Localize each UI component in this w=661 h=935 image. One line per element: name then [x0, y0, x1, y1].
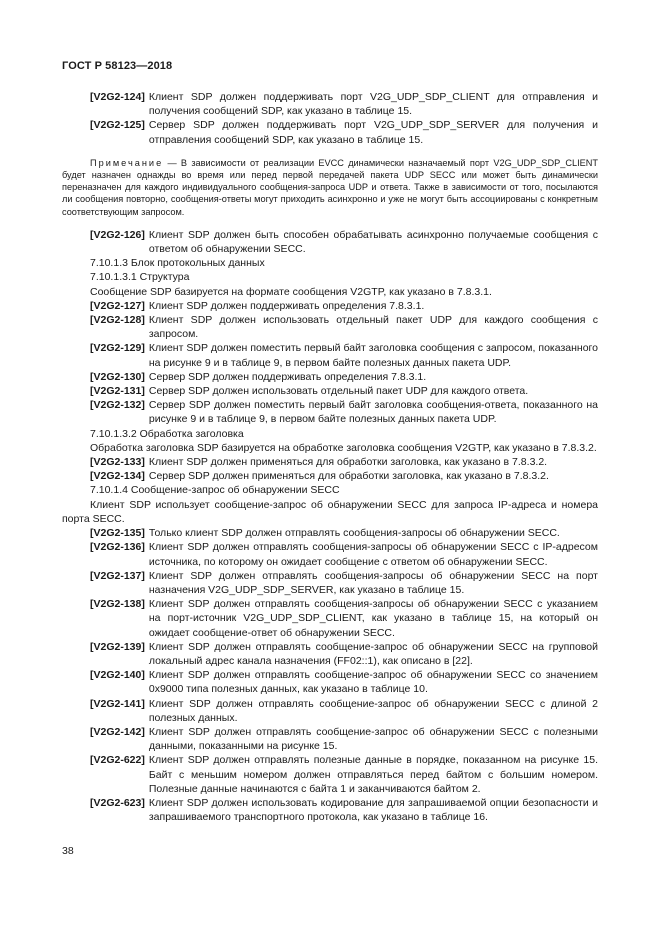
- requirement-v2g2-139: [62, 640, 598, 668]
- paragraph-request: Клиент SDP использует сообщение-запрос об обнаружении SECC для запроса IP-адреса и номера порта SECC.: [62, 498, 598, 525]
- requirement-text: Клиент SDP должен поддерживать определения 7.8.3.1.: [148, 299, 425, 312]
- requirement-text: Только клиент SDP должен отправлять сообщения-запросы об обнаружении SECC.: [148, 527, 560, 540]
- requirement-v2g2-131: [62, 384, 598, 398]
- requirement-v2g2-622: [62, 753, 598, 796]
- requirement-code: [V2G2-623]: [90, 796, 145, 809]
- requirement-code: [V2G2-126]: [90, 228, 145, 241]
- requirement-v2g2-142: [62, 725, 598, 753]
- requirement-code: [V2G2-140]: [90, 669, 145, 682]
- requirement-text: Клиент SDP должен отправлять сообщение-запрос об обнаружении SECC с полезными данными, показанными на рисунке 15.: [148, 725, 598, 753]
- requirement-code: [V2G2-138]: [90, 598, 145, 611]
- requirement-code: [V2G2-131]: [90, 385, 145, 398]
- requirement-text: Клиент SDP должен отправлять сообщения-запросы об обнаружении SECC на порт назначения V2G_UDP_SDP_SERVER, как указано в таблице 15.: [148, 569, 598, 596]
- requirement-code: [V2G2-136]: [90, 541, 145, 554]
- requirement-v2g2-133: [62, 455, 598, 469]
- requirement-code: [V2G2-129]: [90, 342, 145, 355]
- requirement-v2g2-127: [62, 299, 598, 313]
- requirement-text: Клиент SDP должен использовать кодирование для запрашиваемой опции безопасности и запрашиваемого транспортного протокола, как указано в таблице 16.: [148, 796, 598, 824]
- requirement-code: [V2G2-130]: [90, 370, 145, 383]
- paragraph-structure: Сообщение SDP базируется на формате сообщения V2GTP, как указано в 7.8.3.1.: [90, 285, 492, 298]
- requirement-text: Сервер SDP должен поддерживать порт V2G_UDP_SDP_SERVER для получения и отправления сообщений SDP, как указано в таблице 15.: [148, 119, 598, 146]
- requirement-code: [V2G2-125]: [90, 119, 145, 132]
- requirement-text: Клиент SDP должен отправлять сообщение-запрос об обнаружении SECC со значением 0x9000 типа полезных данных, как указано в таблице 10.: [148, 669, 598, 696]
- note: [62, 157, 598, 218]
- requirement-v2g2-134: [62, 469, 598, 483]
- requirement-v2g2-130: [62, 370, 598, 384]
- requirement-v2g2-124: [62, 90, 598, 118]
- note-text: — В зависимости от реализации EVCC динамически назначаемый порт V2G_UDP_SDP_CLIENT будет назначен однажды во время или перед первой передачей пакета UDP SECC или может быть динамически переназначен для каждого индивидуального сообщения-запроса UDP и ответа. Также в зависимости от того, посылаются ли сообщения повторно, сообщения-ответы могут приходить асинхронно и уже не могут быть ассоциированы с конкретным соответствующим запросом.: [62, 157, 598, 217]
- requirement-text: Сервер SDP должен поместить первый байт заголовка сообщения-ответа, показанного на рисунке 9 и в таблице 9, в первом байте полезных данных пакета UDP.: [148, 399, 598, 426]
- requirement-code: [V2G2-134]: [90, 470, 145, 483]
- requirement-text: Клиент SDP должен поддерживать порт V2G_UDP_SDP_CLIENT для отправления и получения сообщений SDP, как указано в таблице 15.: [148, 91, 598, 118]
- requirement-v2g2-140: [62, 668, 598, 696]
- note-label: Примечание: [90, 157, 164, 168]
- requirement-text: Клиент SDP должен отправлять сообщение-запрос об обнаружении SECC на групповой локальный адрес канала назначения (FF02::1), как описано в [22].: [148, 640, 598, 667]
- requirement-code: [V2G2-622]: [90, 754, 145, 767]
- requirement-code: [V2G2-137]: [90, 569, 145, 582]
- requirement-code: [V2G2-133]: [90, 456, 145, 469]
- requirement-v2g2-623: [62, 796, 598, 824]
- requirement-code: [V2G2-141]: [90, 697, 145, 710]
- requirement-v2g2-135: [62, 526, 598, 540]
- requirement-code: [V2G2-132]: [90, 399, 145, 412]
- requirement-text: Сервер SDP должен использовать отдельный пакет UDP для каждого ответа.: [148, 385, 529, 398]
- document-body: [62, 90, 598, 824]
- requirement-v2g2-126: [62, 228, 598, 256]
- requirement-code: [V2G2-135]: [90, 527, 145, 540]
- requirement-code: [V2G2-124]: [90, 91, 145, 103]
- requirement-code: [V2G2-128]: [90, 314, 145, 327]
- requirement-text: Клиент SDP должен отправлять сообщения-запросы об обнаружении SECC с указанием на порт-источник V2G_UDP_SDP_CLIENT, как указано в таблице 15, на который он ожидает сообщение-ответ об обнаружении SECC.: [148, 598, 598, 639]
- requirement-text: Сервер SDP должен применяться для обработки заголовка, как указано в 7.8.3.2.: [148, 470, 549, 483]
- block1: [62, 90, 598, 147]
- requirement-v2g2-136: [62, 540, 598, 568]
- page-number: 38: [62, 845, 74, 857]
- requirement-text: Клиент SDP должен отправлять полезные данные в порядке, показанном на рисунке 15. Байт с меньшим номером должен отправляться перед байтом с большим номером. Полезные данные начинаются с байта 1 и заканчиваются байтом 2.: [148, 754, 598, 795]
- requirement-text: Клиент SDP должен применяться для обработки заголовка, как указано в 7.8.3.2.: [148, 456, 548, 469]
- requirement-text: Клиент SDP должен отправлять сообщение-запрос об обнаружении SECC с длиной 2 полезных данных.: [148, 697, 598, 724]
- section-heading-7-10-1-3: 7.10.1.3 Блок протокольных данных: [90, 257, 265, 270]
- requirement-v2g2-125: [62, 118, 598, 146]
- paragraph-header-processing: Обработка заголовка SDP базируется на обработке заголовка сообщения V2GTP, как указано в 7.8.3.2.: [90, 441, 597, 454]
- requirement-v2g2-138: [62, 597, 598, 640]
- section-heading-7-10-1-3-1: 7.10.1.3.1 Структура: [90, 271, 190, 284]
- requirement-text: Клиент SDP должен быть способен обрабатывать асинхронно получаемые сообщения с ответом об обнаружении SECC.: [148, 228, 598, 256]
- section-heading-7-10-1-3-2: 7.10.1.3.2 Обработка заголовка: [90, 427, 244, 440]
- requirement-v2g2-137: [62, 569, 598, 597]
- requirement-code: [V2G2-127]: [90, 299, 145, 312]
- requirement-v2g2-129: [62, 341, 598, 369]
- requirement-code: [V2G2-139]: [90, 640, 145, 653]
- requirement-text: Клиент SDP должен отправлять сообщения-запросы об обнаружении SECC с IP-адресом источника, по которому он ожидает сообщение с ответом об обнаружении SECC.: [148, 541, 598, 568]
- requirement-text: Сервер SDP должен поддерживать определения 7.8.3.1.: [148, 370, 427, 383]
- requirement-text: Клиент SDP должен использовать отдельный пакет UDP для каждого сообщения с запросом.: [148, 314, 598, 341]
- requirement-text: Клиент SDP должен поместить первый байт заголовка сообщения с запросом, показанного на рисунке 9 и в таблице 9, в первом байте полезных данных пакета UDP.: [148, 342, 598, 369]
- section-heading-7-10-1-4: 7.10.1.4 Сообщение-запрос об обнаружении SECC: [90, 484, 340, 497]
- requirement-code: [V2G2-142]: [90, 725, 145, 738]
- requirement-v2g2-132: [62, 398, 598, 426]
- requirement-v2g2-128: [62, 313, 598, 341]
- requirement-v2g2-141: [62, 697, 598, 725]
- page-header: ГОСТ Р 58123—2018: [62, 60, 173, 72]
